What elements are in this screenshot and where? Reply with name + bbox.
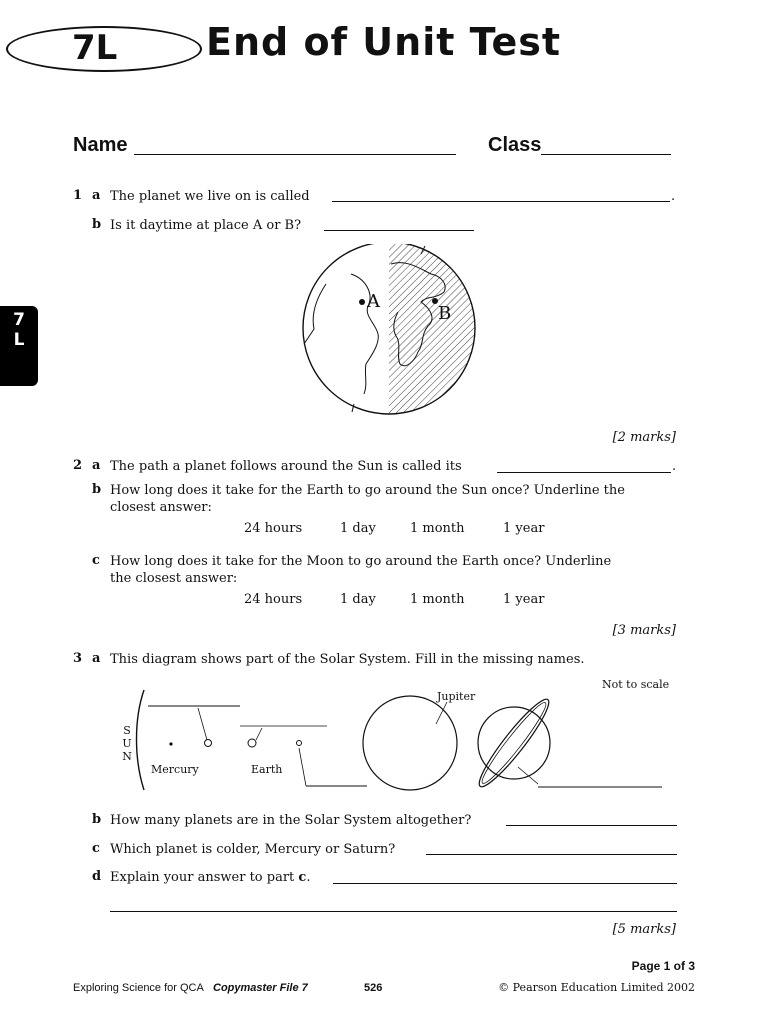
q3d-text	[110, 869, 310, 886]
sun-letter: S	[123, 724, 131, 737]
q1b-answer-field[interactable]	[324, 230, 474, 231]
side-tab	[0, 306, 38, 386]
page-indicator: Page 1 of 3	[631, 959, 695, 973]
q3d-letter: d	[92, 869, 102, 884]
mercury-label: Mercury	[151, 763, 199, 776]
q3b-text: How many planets are in the Solar System altogether?	[110, 813, 472, 828]
sun-letter: N	[122, 750, 132, 763]
night-side-shading	[389, 244, 486, 418]
q3c-answer-field[interactable]	[426, 854, 677, 855]
earth-planet	[248, 739, 256, 747]
q2b-option[interactable]: 1 day	[340, 521, 376, 536]
q3d-answer-field-2[interactable]	[110, 911, 677, 912]
footer-publisher: Exploring Science for QCA	[73, 982, 204, 994]
venus-pointer	[198, 708, 207, 740]
unit-code: 7L	[72, 28, 118, 68]
side-tab-line2: L	[13, 330, 25, 350]
q3b-letter: b	[92, 812, 102, 827]
q2-marks: [3 marks]	[612, 623, 676, 638]
not-to-scale-note: Not to scale	[602, 678, 670, 691]
q1b-text: Is it daytime at place A or B?	[110, 218, 302, 233]
q3c-letter: c	[92, 841, 100, 856]
q3a-letter: a	[92, 651, 101, 666]
q2c-option[interactable]: 1 month	[410, 592, 465, 607]
q1a-letter: a	[92, 188, 101, 203]
q3-number: 3	[73, 651, 83, 666]
q3d-text-pre: Explain your answer to part	[110, 870, 295, 885]
jupiter-label: Jupiter	[437, 690, 476, 703]
q2c-option[interactable]: 1 day	[340, 592, 376, 607]
q2a-answer-field[interactable]	[497, 472, 671, 473]
q2-number: 2	[73, 458, 83, 473]
footer-copyright: © Pearson Education Limited 2002	[498, 981, 695, 994]
q1-number: 1	[73, 188, 83, 203]
q1a-end: .	[671, 189, 676, 204]
q2c-letter: c	[92, 553, 100, 568]
q2c-line2: the closest answer:	[110, 571, 238, 586]
sun-label	[122, 724, 132, 763]
side-tab-line1: 7	[13, 310, 25, 330]
q1a-text: The planet we live on is called	[110, 189, 310, 204]
q3d-text-post: .	[306, 870, 311, 885]
point-b-label: B	[438, 303, 452, 324]
sun-letter: U	[122, 737, 132, 750]
q3d-text-ref: c	[298, 870, 307, 885]
q2b-letter: b	[92, 482, 102, 497]
q1a-answer-field[interactable]	[332, 201, 670, 202]
name-field[interactable]	[134, 154, 456, 155]
q1b-letter: b	[92, 217, 102, 232]
q2b-option[interactable]: 1 month	[410, 521, 465, 536]
q2a-letter: a	[92, 458, 101, 473]
q2c-option[interactable]: 24 hours	[244, 592, 303, 607]
q2c-option[interactable]: 1 year	[503, 592, 545, 607]
q3d-answer-field-1[interactable]	[333, 883, 677, 884]
earth-globe-diagram	[296, 244, 486, 418]
footer-page-number: 526	[364, 982, 383, 994]
class-field[interactable]	[541, 154, 671, 155]
earth-label: Earth	[251, 763, 283, 776]
q2b-line2: closest answer:	[110, 500, 212, 515]
venus-planet	[205, 740, 212, 747]
sun-edge	[137, 690, 145, 790]
point-a-marker	[359, 299, 365, 305]
q2a-end: .	[672, 459, 677, 474]
q3-marks: [5 marks]	[612, 922, 676, 937]
q1-marks: [2 marks]	[612, 430, 676, 445]
solar-system-diagram	[120, 684, 680, 796]
q2b-line1: How long does it take for the Earth to go around the Sun once? Underline the	[110, 483, 625, 498]
mercury-planet	[169, 742, 172, 745]
q2c-line1: How long does it take for the Moon to go around the Earth once? Underline	[110, 554, 612, 569]
mars-pointer	[299, 748, 306, 786]
q2b-option[interactable]: 1 year	[503, 521, 545, 536]
q2b-option[interactable]: 24 hours	[244, 521, 303, 536]
q3c-text: Which planet is colder, Mercury or Saturn?	[110, 842, 396, 857]
class-label: Class	[488, 134, 542, 156]
page-title: End of Unit Test	[206, 20, 562, 64]
moon-pointer	[256, 728, 262, 740]
saturn-planet	[478, 707, 550, 779]
q3b-answer-field[interactable]	[506, 825, 677, 826]
mars-planet	[297, 741, 302, 746]
footer-copymaster: Copymaster File 7	[213, 982, 308, 994]
q3a-text: This diagram shows part of the Solar System. Fill in the missing names.	[110, 652, 585, 667]
q2a-text: The path a planet follows around the Sun is called its	[110, 459, 462, 474]
name-label: Name	[73, 134, 128, 156]
point-a-label: A	[367, 291, 380, 312]
